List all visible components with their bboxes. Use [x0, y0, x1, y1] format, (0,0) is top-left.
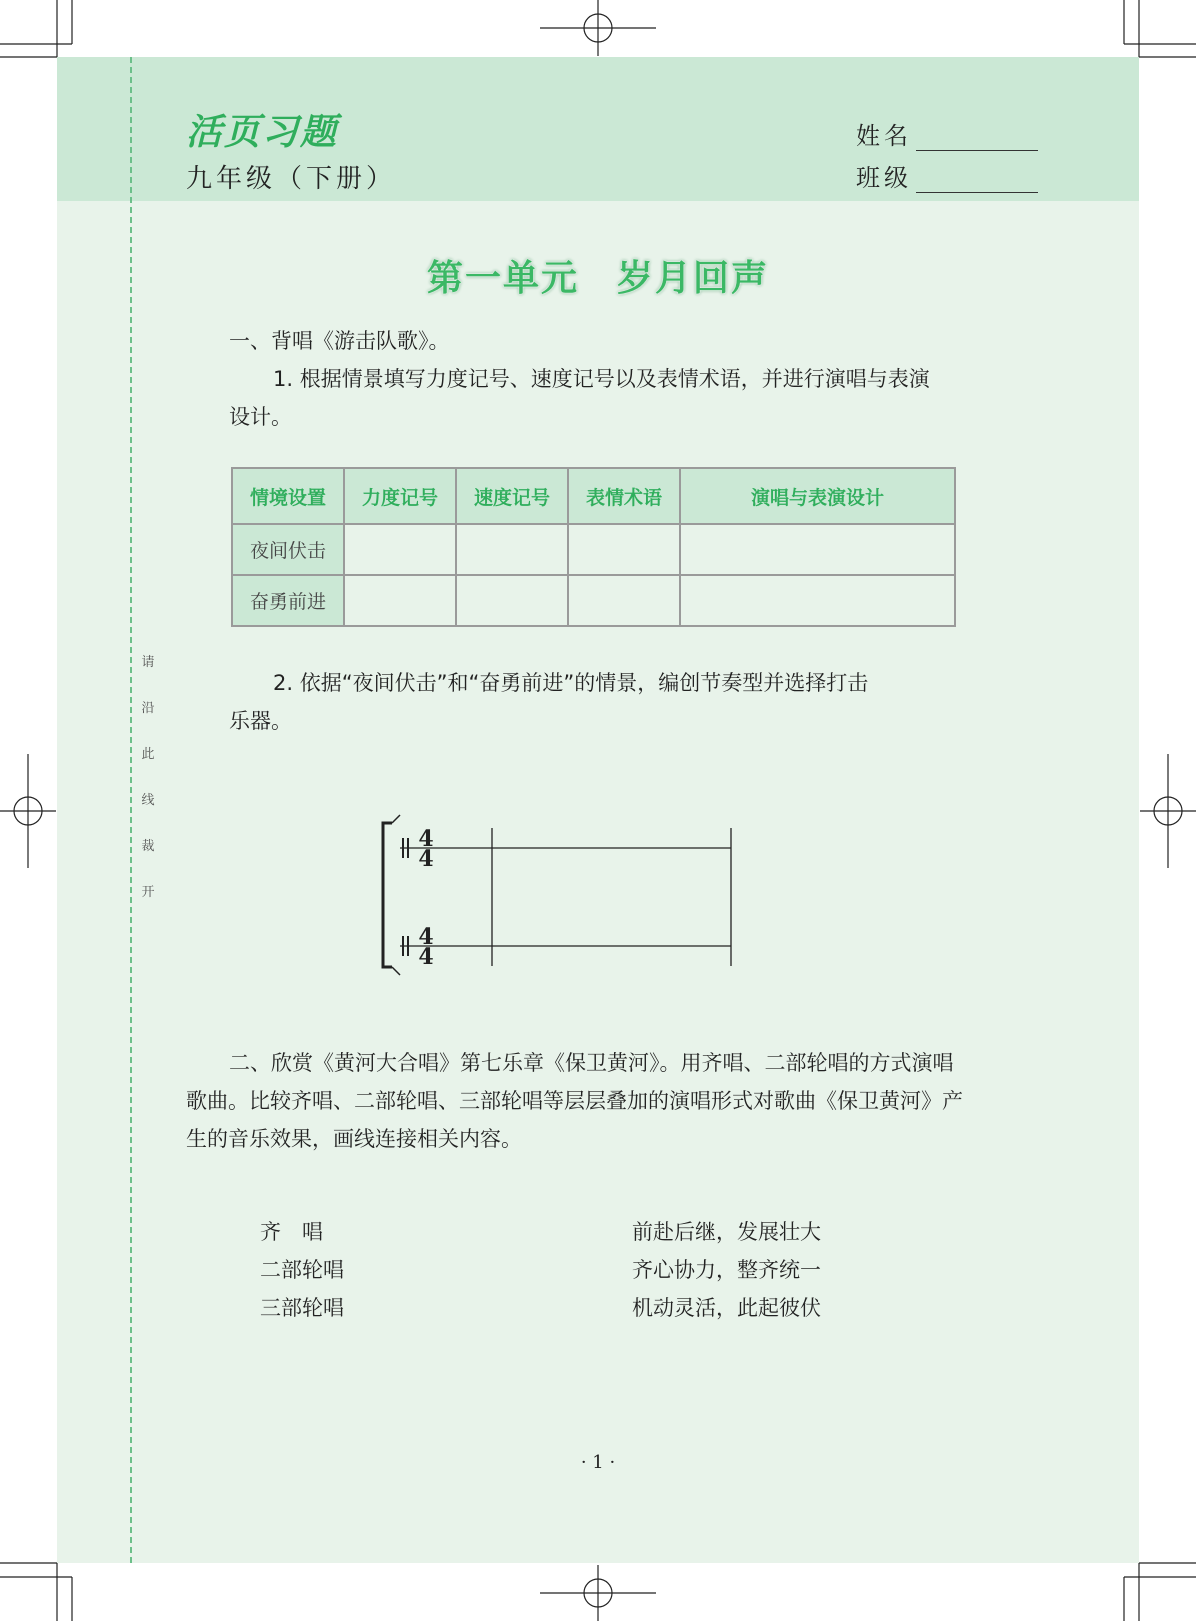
match-right-item[interactable]: 前赴后继，发展壮大: [632, 1220, 821, 1244]
cut-char: 开: [141, 885, 155, 900]
table-header: 速度记号: [456, 468, 568, 524]
cut-char: 请: [141, 655, 155, 670]
cut-char: 此: [141, 747, 155, 762]
match-right-item[interactable]: 机动灵活，此起彼伏: [632, 1296, 821, 1320]
match-left-item[interactable]: 三部轮唱: [260, 1296, 344, 1320]
row-label: 奋勇前进: [232, 575, 344, 626]
table-header: 力度记号: [344, 468, 456, 524]
table-header: 演唱与表演设计: [680, 468, 955, 524]
section1-heading: 一、背唱《游击队歌》。: [229, 329, 450, 353]
page-number: · 1 ·: [580, 1452, 616, 1473]
cut-char: 沿: [141, 701, 155, 716]
cut-char: 线: [141, 793, 155, 808]
table-header: 情境设置: [232, 468, 344, 524]
match-left-item[interactable]: 齐 唱: [260, 1220, 323, 1244]
unit-title: 第一单元 岁月回声: [426, 258, 769, 299]
time-signature-top: 4: [418, 924, 434, 950]
cut-char: 裁: [141, 839, 155, 854]
match-right-item[interactable]: 齐心协力，整齐统一: [632, 1258, 821, 1282]
name-label: 姓名: [856, 122, 912, 150]
section2-line3: 生的音乐效果，画线连接相关内容。: [186, 1127, 522, 1151]
row-label: 夜间伏击: [232, 524, 344, 575]
question1-line2: 设计。: [229, 405, 292, 429]
time-signature-bottom: 4: [418, 846, 434, 872]
question1-line1: 1. 根据情景填写力度记号、速度记号以及表情术语，并进行演唱与表演: [273, 367, 930, 391]
time-signature-bottom: 4: [418, 944, 434, 970]
section2-line2: 歌曲。比较齐唱、二部轮唱、三部轮唱等层层叠加的演唱形式对歌曲《保卫黄河》产: [186, 1089, 963, 1113]
time-signature-top: 4: [418, 826, 434, 852]
grade-label: 九年级（下册）: [186, 164, 397, 194]
section2-line1: 二、欣赏《黄河大合唱》第七乐章《保卫黄河》。用齐唱、二部轮唱的方式演唱: [229, 1051, 954, 1075]
match-left-item[interactable]: 二部轮唱: [260, 1258, 344, 1282]
question2-line2: 乐器。: [229, 709, 292, 733]
class-label: 班级: [856, 164, 912, 192]
table-header: 表情术语: [568, 468, 680, 524]
question2-line1: 2. 依据“夜间伏击”和“奋勇前进”的情景，编创节奏型并选择打击: [273, 671, 869, 695]
brand-title: 活页习题: [186, 112, 339, 153]
